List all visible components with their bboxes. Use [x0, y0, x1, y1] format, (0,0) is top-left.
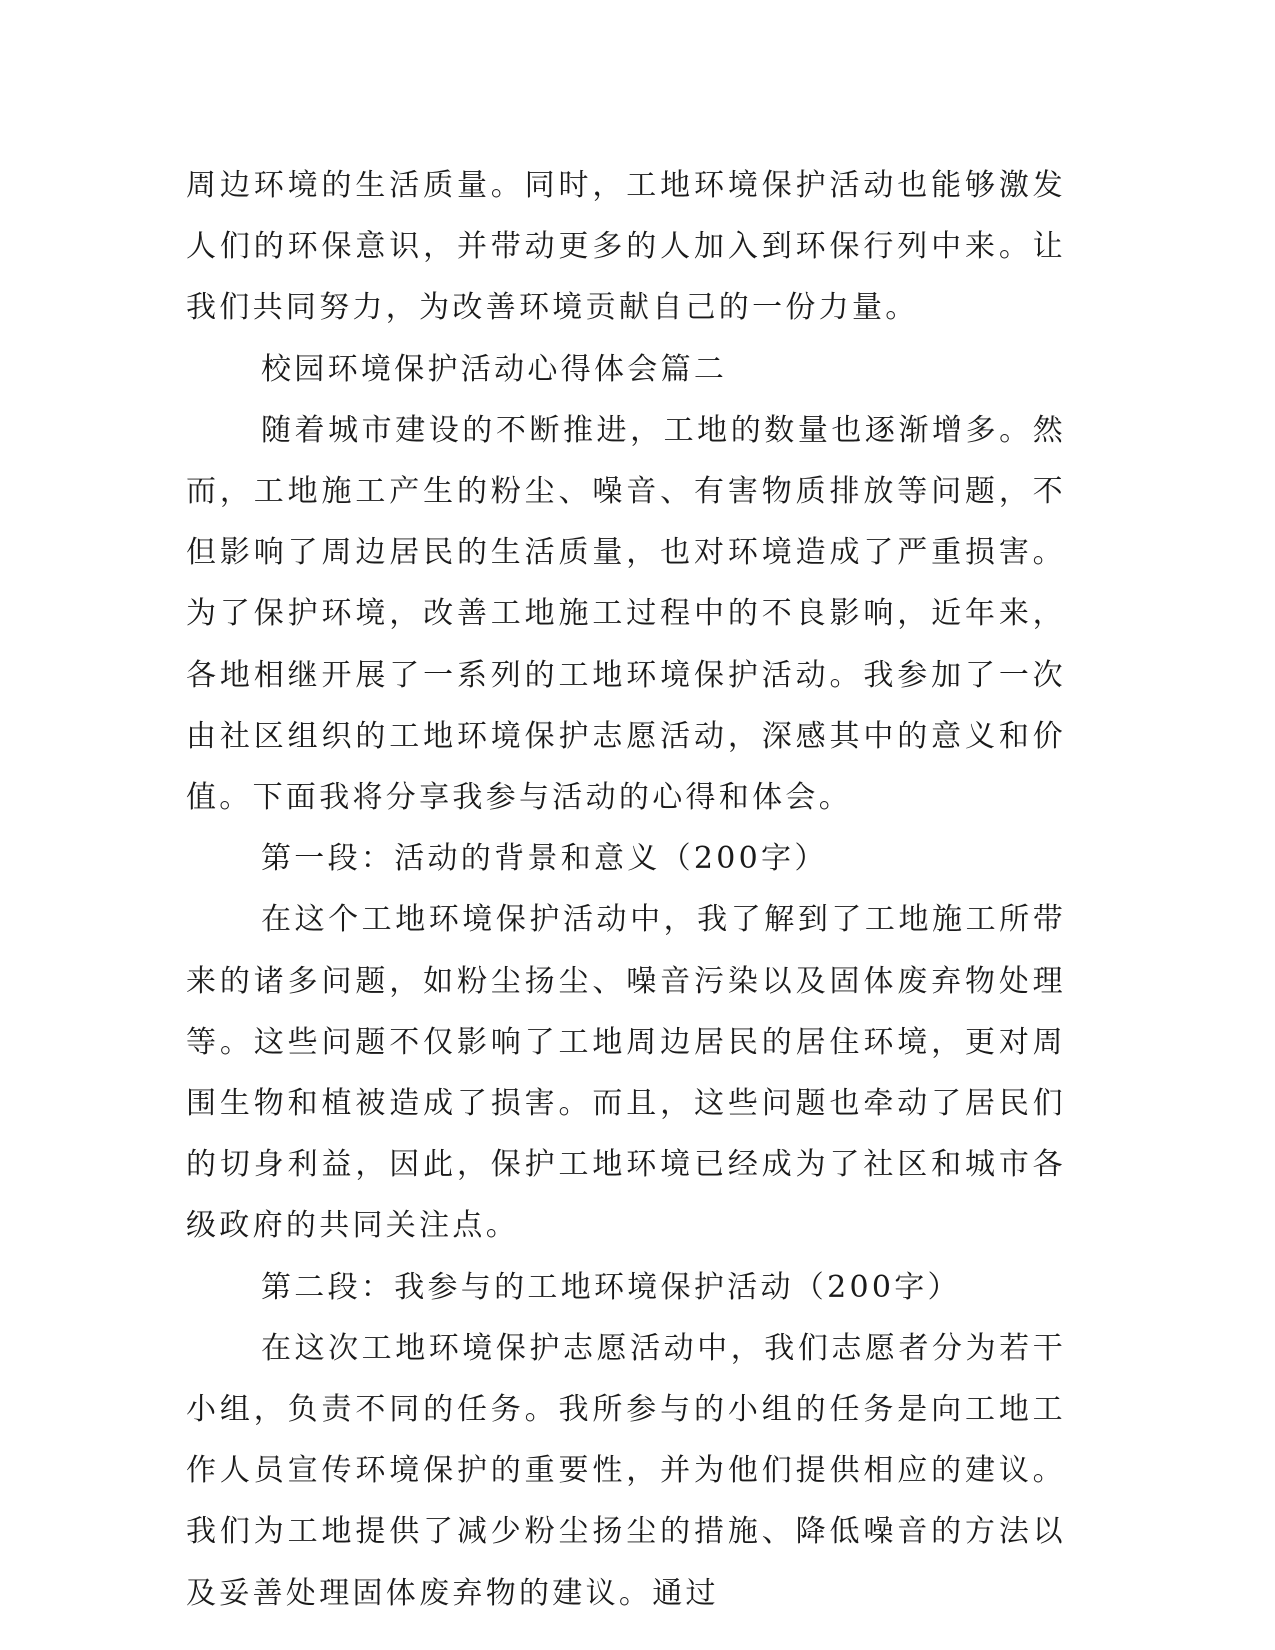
- section-title: 校园环境保护活动心得体会篇二: [261, 351, 728, 387]
- section-heading-2: 第二段：我参与的工地环境保护活动（200字）: [261, 1269, 961, 1305]
- paragraph-intro: 随着城市建设的不断推进，工地的数量也逐渐增多。然而，工地施工产生的粉尘、噪音、有害物质排放等问题，不但影响了周边居民的生活质量，也对环境造成了严重损害。为了保护环境，改善工地施工过程中的不良影响，近年来，各地相继开展了一系列的工地环境保护活动。我参加了一次由社区组织的工地环境保护志愿活动，深感其中的意义和价值。下面我将分享我参与活动的心得和体会。: [186, 412, 1066, 816]
- document-body: [186, 155, 1066, 1624]
- paragraph-continuation: 周边环境的生活质量。同时，工地环境保护活动也能够激发人们的环保意识，并带动更多的人加入到环保行列中来。让我们共同努力，为改善环境贡献自己的一份力量。: [186, 168, 1066, 326]
- paragraph-participation: 在这次工地环境保护志愿活动中，我们志愿者分为若干小组，负责不同的任务。我所参与的小组的任务是向工地工作人员宣传环境保护的重要性，并为他们提供相应的建议。我们为工地提供了减少粉尘扬尘的措施、降低噪音的方法以及妥善处理固体废弃物的建议。通过: [186, 1330, 1066, 1611]
- paragraph-background: 在这个工地环境保护活动中，我了解到了工地施工所带来的诸多问题，如粉尘扬尘、噪音污染以及固体废弃物处理等。这些问题不仅影响了工地周边居民的居住环境，更对周围生物和植被造成了损害。而且，这些问题也牵动了居民们的切身利益，因此，保护工地环境已经成为了社区和城市各级政府的共同关注点。: [186, 902, 1066, 1244]
- section-heading-1: 第一段：活动的背景和意义（200字）: [261, 841, 828, 877]
